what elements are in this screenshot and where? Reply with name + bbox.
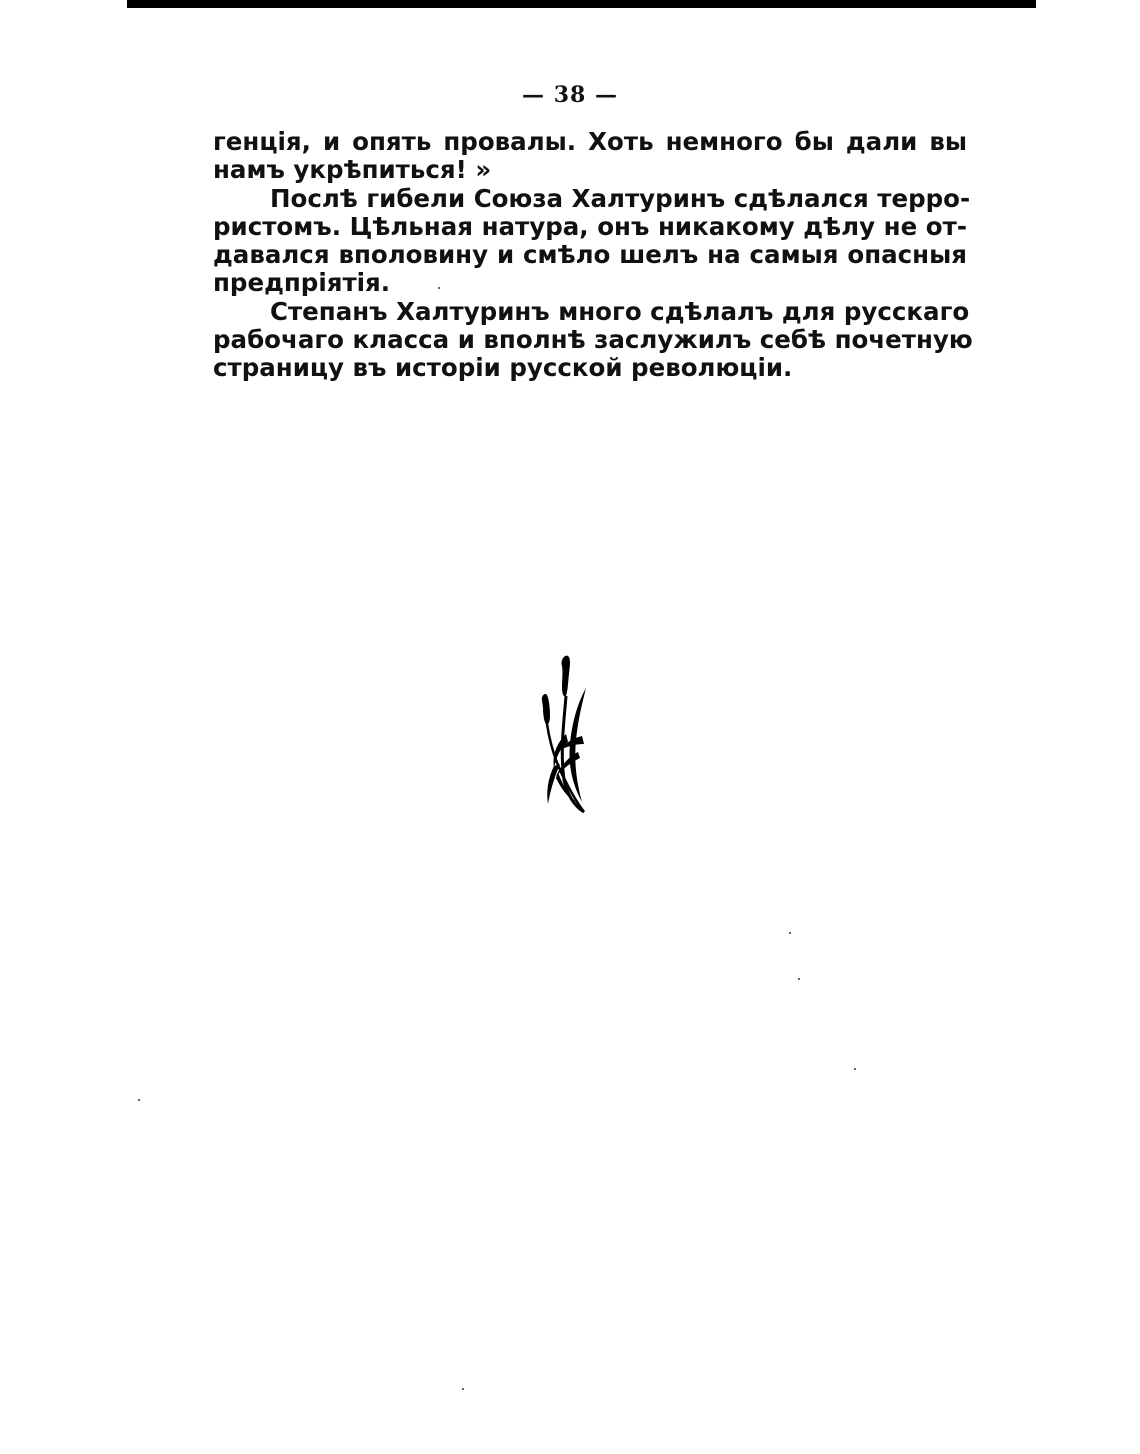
text-line: генція, и опять провалы. Хоть немного бы дали вы: [213, 127, 967, 156]
scan-speck: [854, 1068, 856, 1070]
top-border-rule: [127, 0, 1036, 8]
text-line: намъ укрѣпиться! »: [213, 155, 492, 185]
cattail-reed-icon: [538, 652, 594, 814]
body-text: [213, 127, 973, 383]
text-line: рабочаго класса и вполнѣ заслужилъ себѣ почетную: [213, 325, 973, 355]
text-line: давался вполовину и смѣло шелъ на самыя опасныя: [213, 240, 967, 270]
scan-speck: [138, 1099, 140, 1101]
text-line: страницу въ исторіи русской революціи.: [213, 353, 793, 383]
text-line: Послѣ гибели Союза Халтуринъ сдѣлался терро-: [270, 183, 971, 213]
page-number: — 38 —: [522, 82, 618, 108]
scan-speck: [798, 978, 800, 980]
scan-speck: [462, 1388, 464, 1390]
scan-speck: [438, 287, 440, 289]
text-line: ристомъ. Цѣльная натура, онъ никакому дѣлу не от-: [213, 211, 967, 241]
scan-speck: [789, 932, 791, 934]
text-line: Степанъ Халтуринъ много сдѣлалъ для русскаго: [270, 296, 970, 326]
text-line: предпріятія.: [213, 268, 391, 298]
